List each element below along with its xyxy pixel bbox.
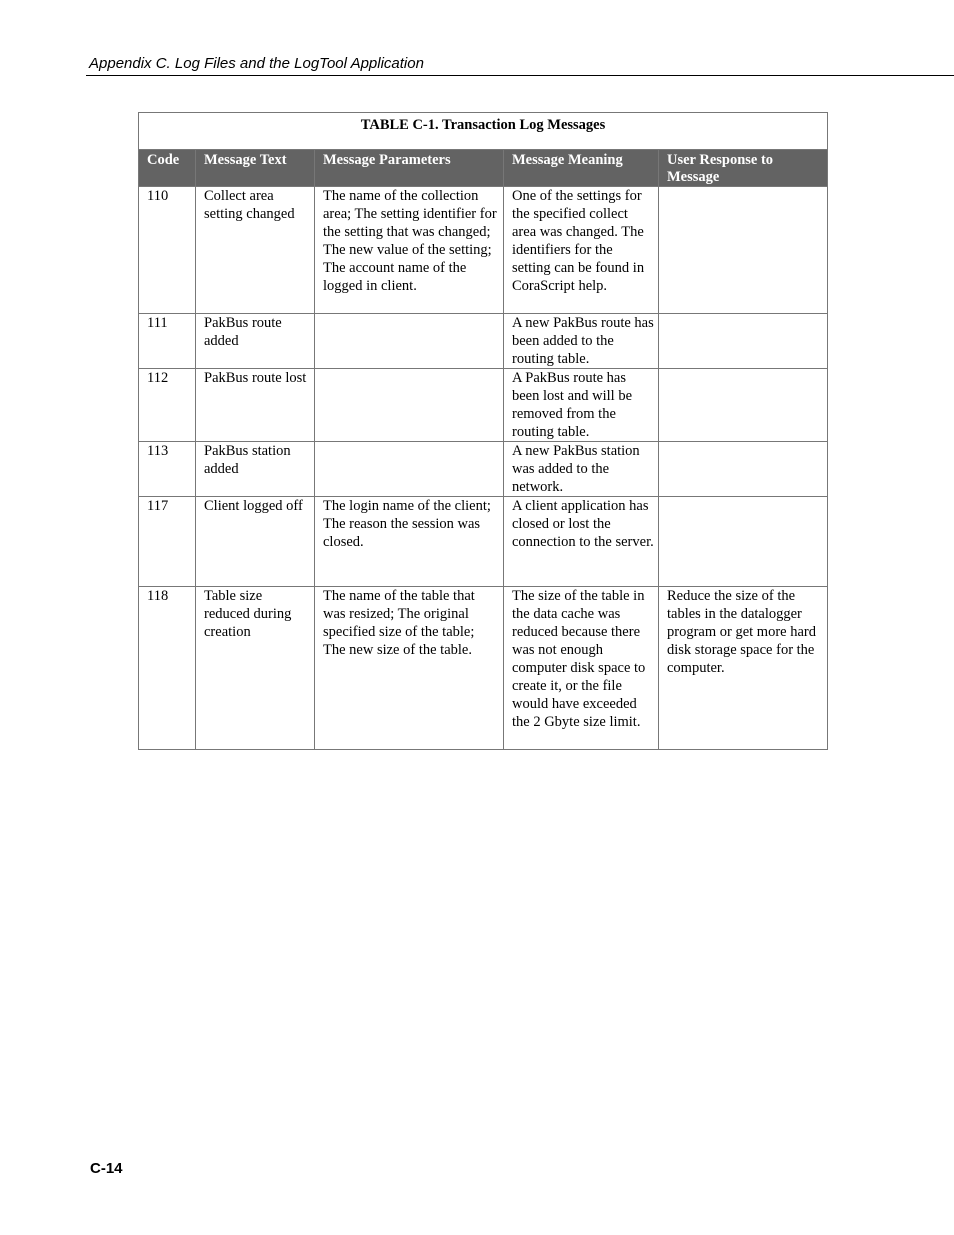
cell-user-response xyxy=(659,442,828,497)
cell-user-response xyxy=(659,314,828,369)
cell-message-parameters: The name of the collection area; The setting identifier for the setting that was changed; The new value of the setting; The account name of the logged in client. xyxy=(315,187,504,314)
cell-message-parameters xyxy=(315,314,504,369)
cell-message-text: PakBus route added xyxy=(196,314,315,369)
cell-message-meaning: One of the settings for the specified collect area was changed. The identifiers for the setting can be found in CoraScript help. xyxy=(504,187,659,314)
cell-message-parameters xyxy=(315,442,504,497)
header-rule xyxy=(86,75,954,76)
table-header xyxy=(139,150,828,187)
cell-message-text: Collect area setting changed xyxy=(196,187,315,314)
cell-message-text: PakBus station added xyxy=(196,442,315,497)
cell-message-meaning: A client application has closed or lost the connection to the server. xyxy=(504,497,659,587)
cell-code: 112 xyxy=(139,369,196,442)
table-row xyxy=(139,587,828,750)
table-row xyxy=(139,314,828,369)
cell-message-meaning: A PakBus route has been lost and will be removed from the routing table. xyxy=(504,369,659,442)
cell-message-parameters xyxy=(315,369,504,442)
table-row xyxy=(139,497,828,587)
table-header-row xyxy=(139,150,828,187)
cell-message-parameters: The login name of the client; The reason the session was closed. xyxy=(315,497,504,587)
transaction-log-table-container xyxy=(138,112,827,750)
column-header-message-parameters: Message Parameters xyxy=(315,150,504,187)
column-header-message-meaning: Message Meaning xyxy=(504,150,659,187)
page-number: C-14 xyxy=(90,1160,123,1177)
column-header-user-response: User Response to Message xyxy=(659,150,828,187)
cell-message-text: PakBus route lost xyxy=(196,369,315,442)
cell-message-meaning: A new PakBus station was added to the network. xyxy=(504,442,659,497)
table-caption: TABLE C-1. Transaction Log Messages xyxy=(138,112,828,149)
cell-message-text: Table size reduced during creation xyxy=(196,587,315,750)
cell-message-text: Client logged off xyxy=(196,497,315,587)
column-header-message-text: Message Text xyxy=(196,150,315,187)
page-header-title: Appendix C. Log Files and the LogTool Application xyxy=(89,55,424,72)
cell-code: 113 xyxy=(139,442,196,497)
table-body xyxy=(139,187,828,750)
table-row xyxy=(139,187,828,314)
cell-code: 118 xyxy=(139,587,196,750)
cell-user-response xyxy=(659,497,828,587)
table-row xyxy=(139,442,828,497)
cell-user-response: Reduce the size of the tables in the datalogger program or get more hard disk storage space for the computer. xyxy=(659,587,828,750)
table-row xyxy=(139,369,828,442)
cell-code: 117 xyxy=(139,497,196,587)
cell-user-response xyxy=(659,187,828,314)
cell-message-parameters: The name of the table that was resized; The original specified size of the table; The new size of the table. xyxy=(315,587,504,750)
transaction-log-table xyxy=(138,112,828,750)
cell-message-meaning: The size of the table in the data cache was reduced because there was not enough computer disk space to create it, or the file would have exceeded the 2 Gbyte size limit. xyxy=(504,587,659,750)
cell-user-response xyxy=(659,369,828,442)
cell-message-meaning: A new PakBus route has been added to the routing table. xyxy=(504,314,659,369)
cell-code: 110 xyxy=(139,187,196,314)
column-header-code: Code xyxy=(139,150,196,187)
cell-code: 111 xyxy=(139,314,196,369)
